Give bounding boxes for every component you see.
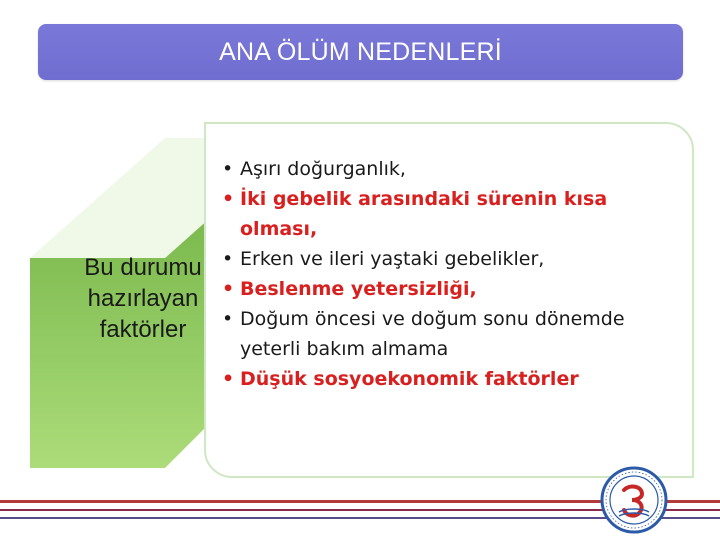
left-label: [58, 252, 228, 345]
left-label-line-3: faktörler: [99, 316, 187, 343]
left-label-line-1: Bu durumu: [84, 254, 202, 281]
bullet-dot: •: [222, 158, 234, 180]
bullet-dot: •: [222, 248, 234, 270]
bullet-list: [222, 154, 672, 394]
university-seal-logo-icon: [598, 464, 670, 536]
title-bar: [38, 24, 683, 80]
bullet-item-2: [222, 184, 672, 244]
left-label-line-2: hazırlayan: [87, 285, 199, 312]
slide-title: ANA ÖLÜM NEDENLERİ: [219, 37, 502, 66]
bullet-text-2: İki gebelik arasındaki sürenin kısa olması,: [240, 188, 608, 240]
bullet-item-5: [222, 304, 672, 364]
bullet-text-1: Aşırı doğurganlık,: [240, 158, 406, 180]
bullet-item-6: [222, 364, 672, 394]
bullet-item-1: [222, 154, 672, 184]
bullet-text-6: Düşük sosyoekonomik faktörler: [240, 368, 579, 390]
bullet-dot: •: [222, 368, 235, 390]
bullet-dot: •: [222, 308, 234, 330]
bullet-item-4: [222, 274, 672, 304]
bullet-item-3: [222, 244, 672, 274]
bullet-text-3: Erken ve ileri yaştaki gebelikler,: [240, 248, 545, 270]
bullet-dot: •: [222, 278, 235, 300]
bullet-text-4: Beslenme yetersizliği,: [240, 278, 477, 300]
bullet-text-5: Doğum öncesi ve doğum sonu dönemde yeterli bakım almama: [240, 308, 625, 360]
bullet-dot: •: [222, 188, 235, 210]
